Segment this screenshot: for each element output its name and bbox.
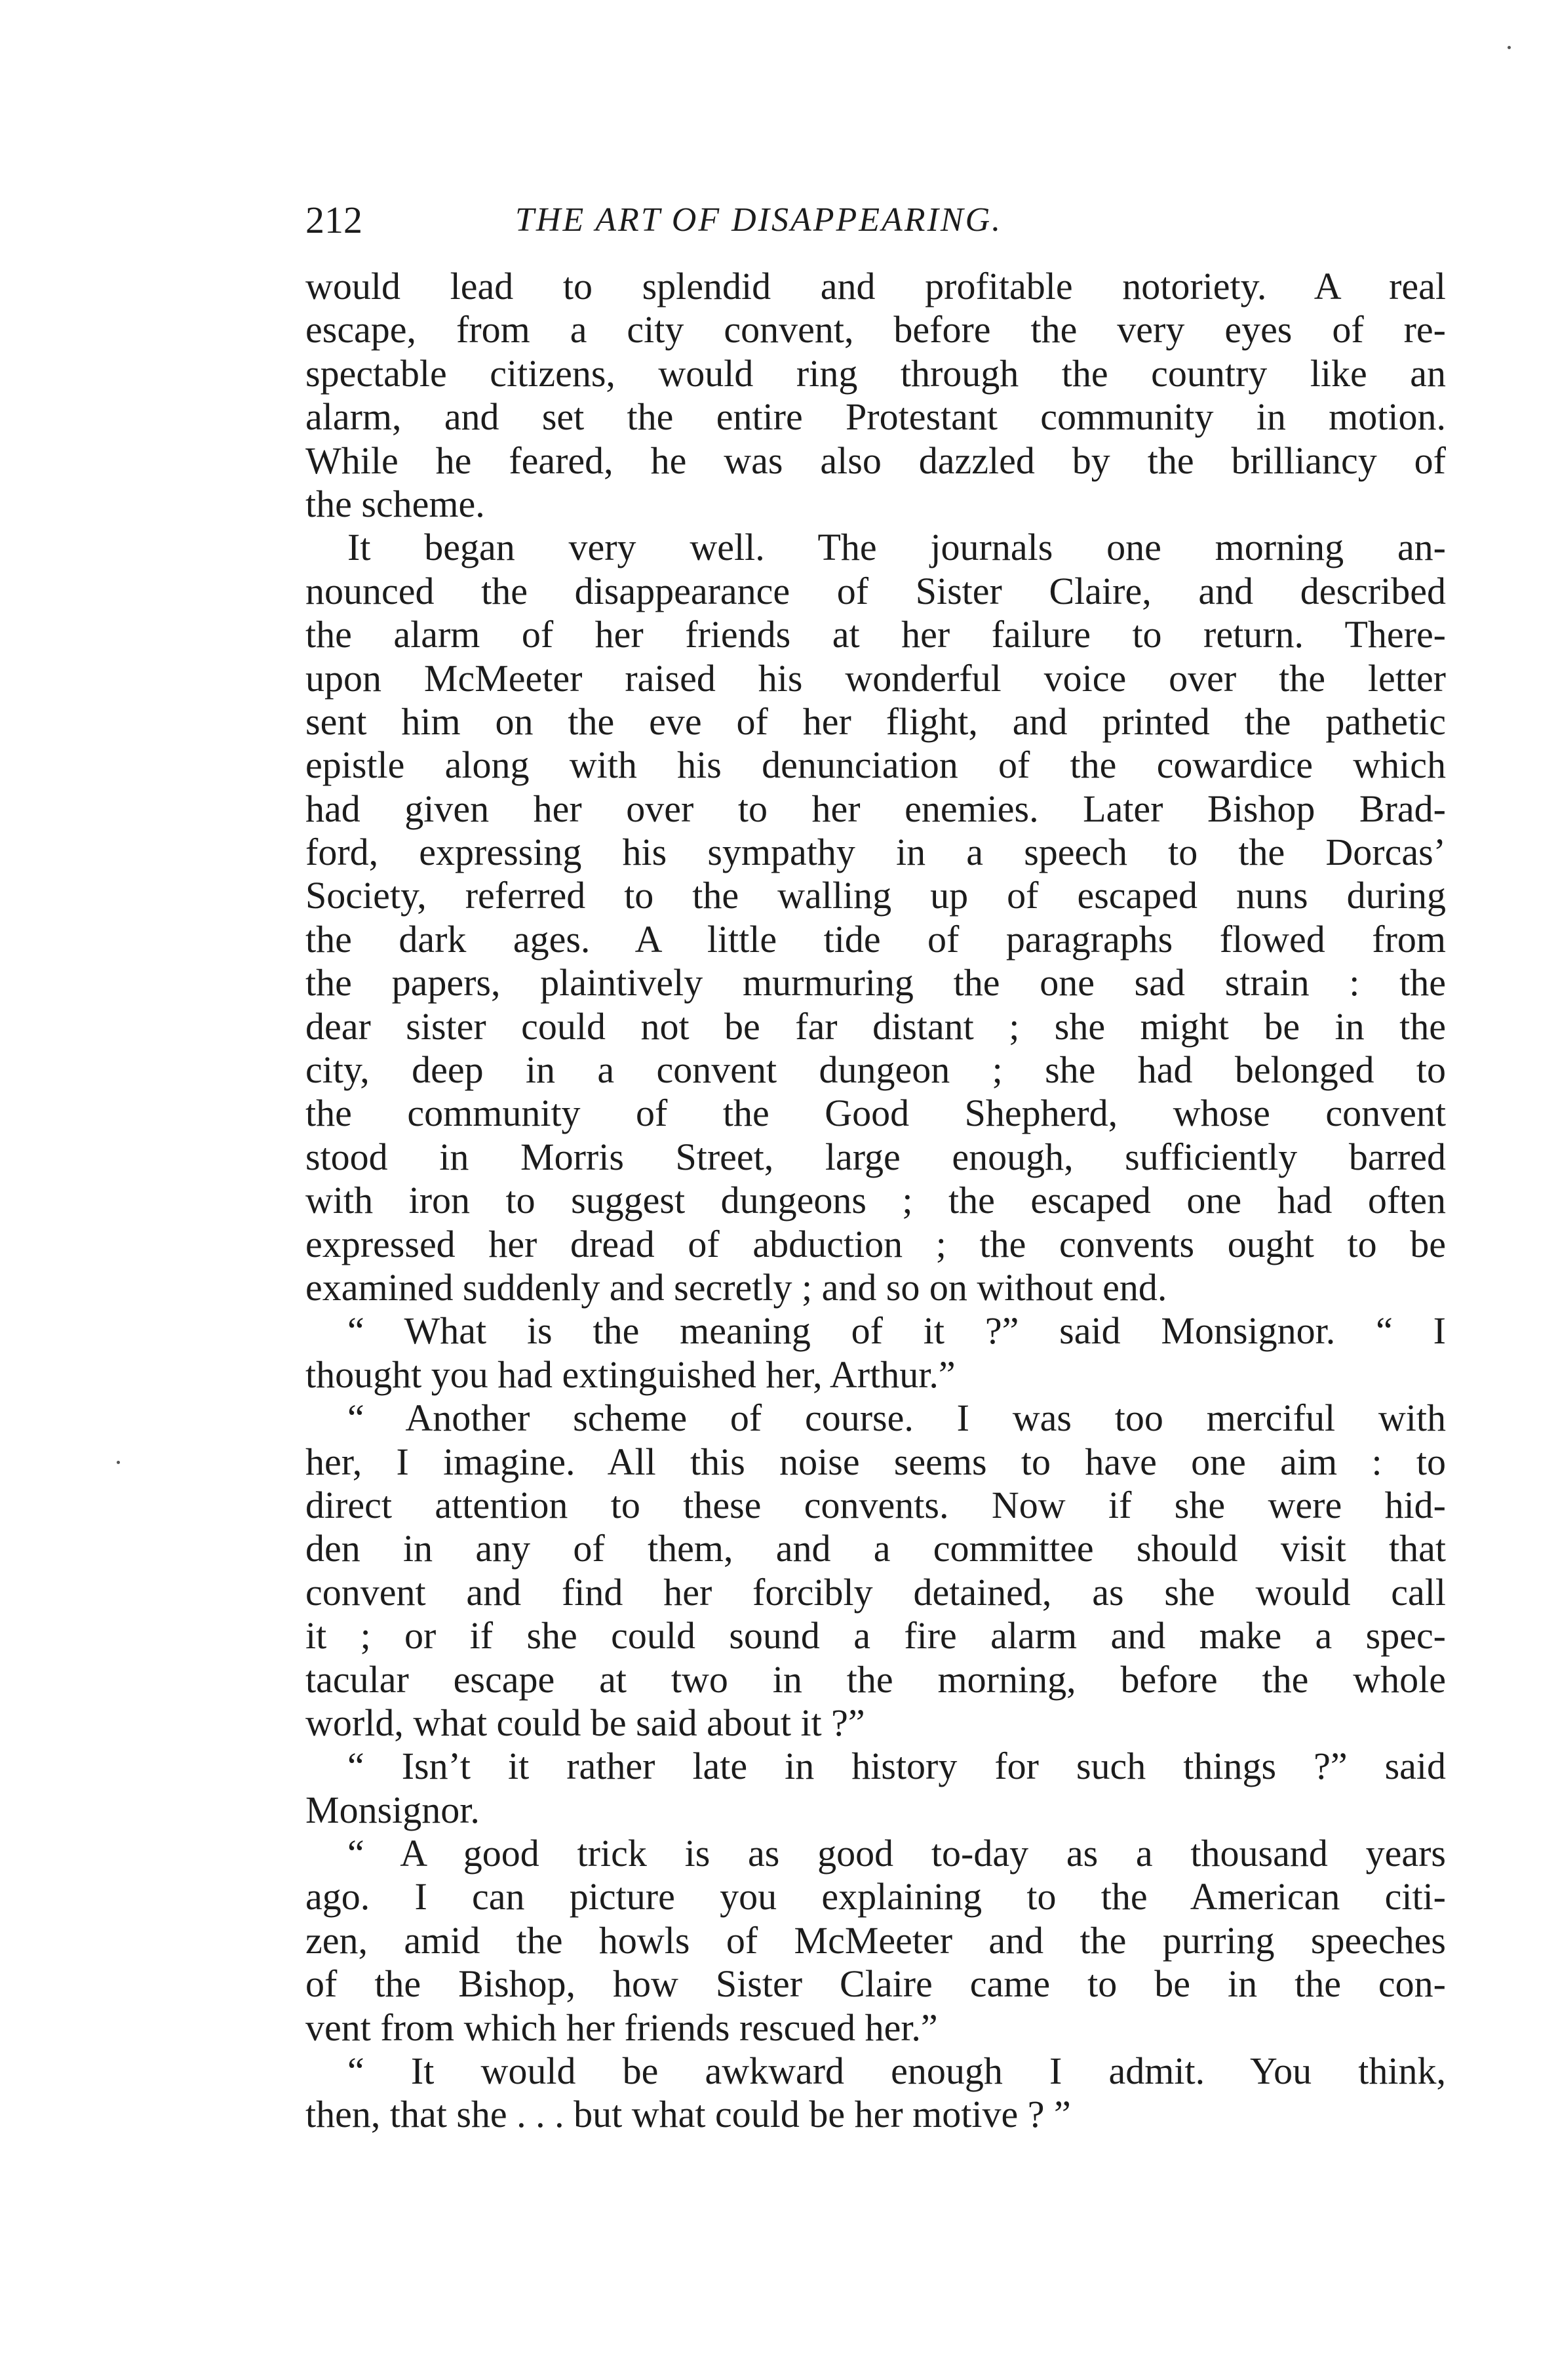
- text-line: It began very well. The journals one morning an-: [347, 526, 1446, 569]
- text-line: the community of the Good Shepherd, whose convent: [305, 1092, 1446, 1135]
- text-line: alarm, and set the entire Protestant community in motion.: [305, 395, 1446, 439]
- text-line: stood in Morris Street, large enough, sufficiently barred: [305, 1135, 1446, 1178]
- text-line: then, that she . . . but what could be her motive ? ”: [305, 2093, 1071, 2136]
- text-line: the scheme.: [305, 482, 485, 525]
- text-line: escape, from a city convent, before the very eyes of re-: [305, 308, 1446, 351]
- body-text: [305, 265, 1446, 2137]
- text-line: ford, expressing his sympathy in a speech to the Dorcas’: [305, 831, 1446, 874]
- text-line: it ; or if she could sound a fire alarm and make a spec-: [305, 1614, 1446, 1657]
- text-line: sent him on the eve of her flight, and printed the pathetic: [305, 700, 1446, 743]
- running-title: THE ART OF DISAPPEARING.: [515, 201, 1003, 239]
- text-line: “ What is the meaning of it ?” said Monsignor. “ I: [347, 1309, 1446, 1353]
- text-line: examined suddenly and secretly ; and so on without end.: [305, 1265, 1167, 1309]
- text-line: Monsignor.: [305, 1788, 480, 1831]
- page-number: 212: [305, 199, 362, 241]
- text-line: While he feared, he was also dazzled by the brilliancy of: [305, 439, 1446, 482]
- text-line: world, what could be said about it ?”: [305, 1701, 865, 1744]
- text-line: tacular escape at two in the morning, before the whole: [305, 1657, 1446, 1701]
- text-line: convent and find her forcibly detained, as she would call: [305, 1570, 1446, 1614]
- text-line: direct attention to these convents. Now if she were hid-: [305, 1483, 1446, 1526]
- text-line: Society, referred to the walling up of escaped nuns during: [305, 874, 1446, 917]
- text-line: vent from which her friends rescued her.”: [305, 2006, 938, 2049]
- text-line: expressed her dread of abduction ; the convents ought to be: [305, 1222, 1446, 1265]
- text-line: the dark ages. A little tide of paragraphs flowed from: [305, 917, 1446, 961]
- text-line: “ Another scheme of course. I was too merciful with: [347, 1397, 1446, 1440]
- text-line: the alarm of her friends at her failure to return. There-: [305, 613, 1446, 656]
- text-line: epistle along with his denunciation of the cowardice which: [305, 744, 1446, 787]
- text-line: dear sister could not be far distant ; she might be in the: [305, 1004, 1446, 1048]
- text-line: “ Isn’t it rather late in history for such things ?” said: [347, 1745, 1446, 1788]
- text-line: the papers, plaintively murmuring the one sad strain : the: [305, 961, 1446, 1004]
- text-line: zen, amid the howls of McMeeter and the purring speeches: [305, 1918, 1446, 1962]
- text-line: city, deep in a convent dungeon ; she had belonged to: [305, 1048, 1446, 1092]
- text-line: “ It would be awkward enough I admit. You think,: [347, 2050, 1446, 2093]
- text-line: with iron to suggest dungeons ; the escaped one had often: [305, 1179, 1446, 1222]
- text-line: her, I imagine. All this noise seems to have one aim : to: [305, 1440, 1446, 1483]
- margin-speck: [1508, 46, 1511, 49]
- text-line: ago. I can picture you explaining to the American citi-: [305, 1875, 1446, 1918]
- text-line: had given her over to her enemies. Later Bishop Brad-: [305, 787, 1446, 830]
- text-line: upon McMeeter raised his wonderful voice over the letter: [305, 656, 1446, 700]
- text-line: den in any of them, and a committee should visit that: [305, 1527, 1446, 1570]
- text-line: nounced the disappearance of Sister Claire, and described: [305, 569, 1446, 612]
- running-head: [305, 194, 1446, 247]
- text-line: spectable citizens, would ring through the country like an: [305, 351, 1446, 395]
- margin-speck: [117, 1461, 120, 1464]
- text-line: thought you had extinguished her, Arthur.”: [305, 1353, 956, 1396]
- text-line: of the Bishop, how Sister Claire came to be in the con-: [305, 1962, 1446, 2006]
- text-line: would lead to splendid and profitable notoriety. A real: [305, 265, 1446, 307]
- text-line: “ A good trick is as good to-day as a thousand years: [347, 1832, 1446, 1875]
